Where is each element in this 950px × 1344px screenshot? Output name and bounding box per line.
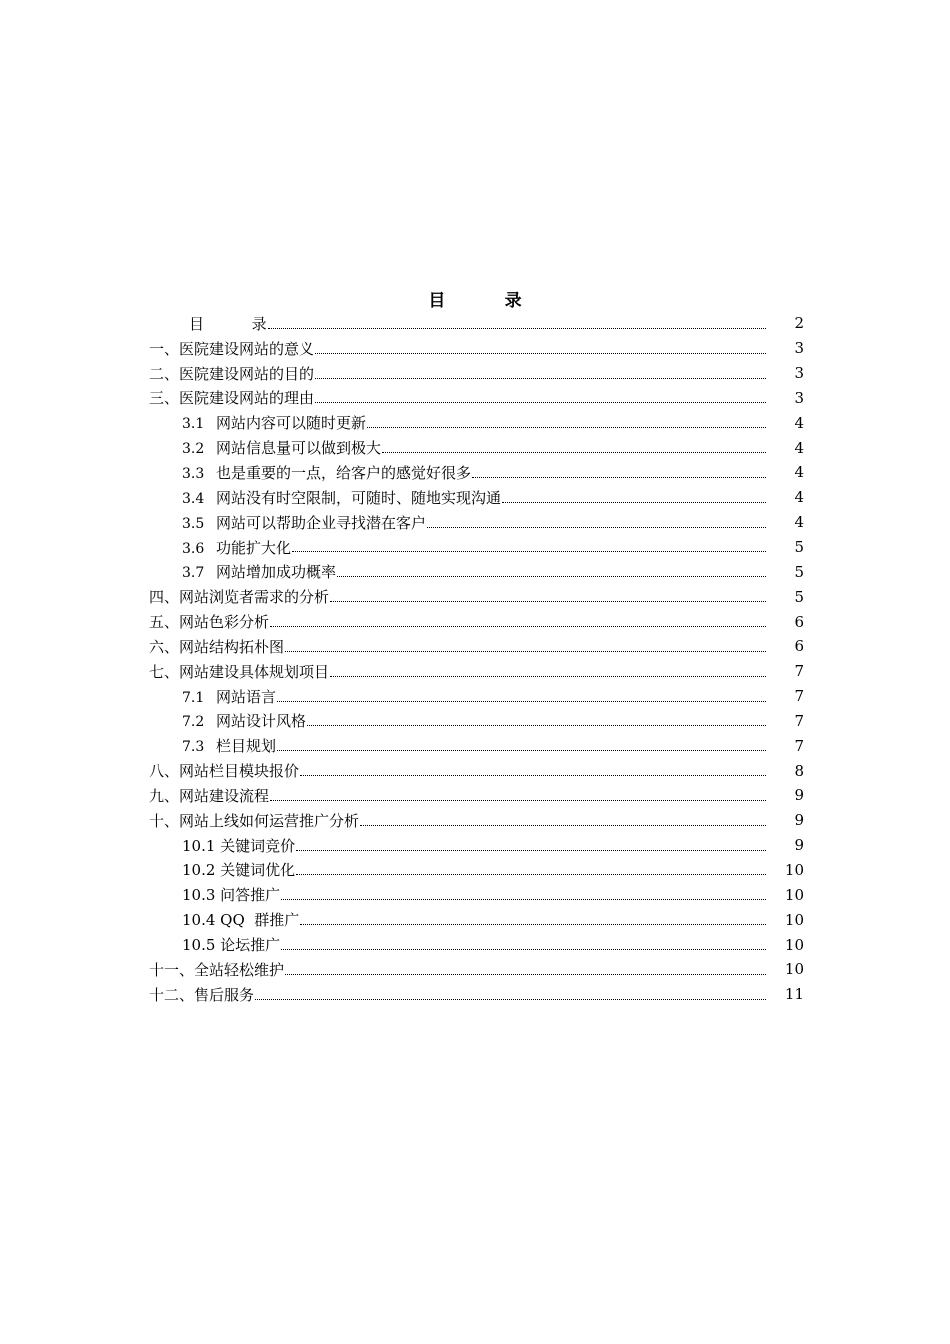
dot-leader xyxy=(307,724,766,726)
toc-entry[interactable] xyxy=(149,460,804,485)
toc-entry-label xyxy=(182,884,280,905)
toc-entry-label xyxy=(182,909,299,930)
dot-leader xyxy=(270,799,766,801)
dot-leader xyxy=(296,873,766,875)
dot-leader xyxy=(300,923,766,925)
toc-entry-page-number: 10 xyxy=(784,935,804,954)
toc-entry-label xyxy=(149,636,284,657)
toc-entry-number: 3.4 xyxy=(182,490,205,507)
toc-entry-text: 十、网站上线如何运营推广分析 xyxy=(149,811,360,830)
toc-list xyxy=(149,311,804,1007)
toc-entry-page-number: 6 xyxy=(794,637,804,656)
toc-entry-page-number: 4 xyxy=(794,413,804,432)
toc-entry-label xyxy=(182,686,276,707)
toc-entry-text: 八、网站栏目模块报价 xyxy=(149,762,300,781)
dot-leader xyxy=(285,650,766,652)
toc-entry-label xyxy=(149,984,254,1005)
dot-leader xyxy=(472,476,766,478)
toc-entry-page-number: 7 xyxy=(794,711,804,730)
toc-entry-label xyxy=(149,363,314,384)
dot-leader xyxy=(285,973,766,975)
dot-leader xyxy=(268,327,766,329)
toc-entry-text: 也是重要的一点，给客户的感觉好很多 xyxy=(216,463,472,482)
toc-entry-label xyxy=(149,387,314,408)
dot-leader xyxy=(330,675,766,677)
toc-entry-text: 网站信息量可以做到极大 xyxy=(216,439,382,458)
toc-entry[interactable] xyxy=(149,882,804,907)
toc-entry-page-number: 3 xyxy=(794,388,804,407)
toc-entry-page-number: 10 xyxy=(784,860,804,879)
toc-entry-label xyxy=(182,934,280,955)
toc-entry-label xyxy=(149,959,284,980)
toc-entry-label xyxy=(182,412,366,433)
toc-entry-page-number: 10 xyxy=(784,910,804,929)
toc-entry-text: 九、网站建设流程 xyxy=(149,786,270,805)
dot-leader xyxy=(330,600,766,602)
toc-entry-text: 四、网站浏览者需求的分析 xyxy=(149,588,330,607)
toc-entry-label xyxy=(182,462,471,483)
toc-entry-number: 3.6 xyxy=(182,540,205,557)
toc-entry[interactable] xyxy=(149,386,804,411)
toc-entry-label xyxy=(149,586,329,607)
toc-title: 目 录 xyxy=(428,291,522,311)
dot-leader xyxy=(315,401,766,403)
toc-entry-text: 十一、全站轻松维护 xyxy=(149,960,285,979)
toc-entry-label xyxy=(149,661,329,682)
toc-entry-label xyxy=(189,313,267,334)
toc-entry[interactable] xyxy=(149,907,804,932)
toc-entry-label xyxy=(182,859,295,880)
toc-entry-number: 7.2 xyxy=(182,714,205,731)
dot-leader xyxy=(382,451,766,453)
toc-entry-text: 网站没有时空限制，可随时、随地实现沟通 xyxy=(216,488,502,507)
toc-entry[interactable] xyxy=(149,932,804,957)
toc-entry[interactable] xyxy=(149,833,804,858)
toc-entry-page-number: 7 xyxy=(794,736,804,755)
toc-entry-page-number: 8 xyxy=(794,761,804,780)
toc-entry-text: 目 录 xyxy=(189,314,267,333)
toc-entry-text: 三、医院建设网站的理由 xyxy=(149,389,315,408)
toc-entry[interactable] xyxy=(149,684,804,709)
toc-entry-label xyxy=(182,735,276,756)
toc-entry-number: 3.5 xyxy=(182,515,205,532)
toc-entry-page-number: 9 xyxy=(794,836,804,855)
toc-entry-page-number: 3 xyxy=(794,339,804,358)
toc-entry[interactable] xyxy=(149,361,804,386)
toc-entry[interactable] xyxy=(149,410,804,435)
toc-entry-label xyxy=(182,710,306,731)
toc-entry-page-number: 9 xyxy=(794,786,804,805)
toc-entry-label xyxy=(182,437,381,458)
toc-entry-page-number: 4 xyxy=(794,513,804,532)
toc-entry-page-number: 4 xyxy=(794,488,804,507)
toc-entry-page-number: 10 xyxy=(784,885,804,904)
toc-entry[interactable] xyxy=(149,559,804,584)
toc-entry-label xyxy=(182,487,501,508)
dot-leader xyxy=(315,377,766,379)
dot-leader xyxy=(277,700,766,702)
dot-leader xyxy=(337,575,766,577)
toc-entry[interactable] xyxy=(149,609,804,634)
toc-entry-text: 10.3 问答推广 xyxy=(182,886,281,905)
toc-entry-page-number: 2 xyxy=(794,314,804,333)
toc-entry-text: 七、网站建设具体规划项目 xyxy=(149,662,330,681)
toc-entry[interactable] xyxy=(149,584,804,609)
toc-entry-number: 3.7 xyxy=(182,565,205,582)
toc-entry-label xyxy=(149,810,359,831)
toc-entry-text: 10.4 QQ 群推广 xyxy=(182,911,300,930)
toc-entry[interactable] xyxy=(149,783,804,808)
toc-entry[interactable] xyxy=(149,336,804,361)
dot-leader xyxy=(255,998,766,1000)
toc-entry-page-number: 4 xyxy=(794,438,804,457)
toc-entry-page-number: 9 xyxy=(794,811,804,830)
toc-entry-text: 10.5 论坛推广 xyxy=(182,936,281,955)
toc-entry-label xyxy=(182,537,291,558)
dot-leader xyxy=(315,352,766,354)
toc-entry-label xyxy=(182,512,426,533)
toc-entry-page-number: 5 xyxy=(794,538,804,557)
toc-entry-number: 7.3 xyxy=(182,739,205,756)
toc-entry-text: 网站可以帮助企业寻找潜在客户 xyxy=(216,513,427,532)
toc-entry-text: 二、医院建设网站的目的 xyxy=(149,364,315,383)
toc-entry-page-number: 4 xyxy=(794,463,804,482)
toc-entry-page-number: 7 xyxy=(794,662,804,681)
toc-entry-number: 3.3 xyxy=(182,465,205,482)
toc-entry-page-number: 11 xyxy=(784,985,804,1004)
toc-entry-page-number: 10 xyxy=(784,960,804,979)
toc-entry-page-number: 7 xyxy=(794,687,804,706)
toc-entry[interactable] xyxy=(149,858,804,883)
dot-leader xyxy=(281,898,766,900)
toc-entry-text: 网站设计风格 xyxy=(216,712,307,731)
toc-entry[interactable] xyxy=(149,485,804,510)
dot-leader xyxy=(292,550,766,552)
toc-entry-text: 网站增加成功概率 xyxy=(216,563,337,582)
toc-entry[interactable] xyxy=(149,634,804,659)
dot-leader xyxy=(427,526,766,528)
toc-entry-text: 一、医院建设网站的意义 xyxy=(149,339,315,358)
toc-entry-text: 网站语言 xyxy=(216,687,277,706)
toc-entry-number: 7.1 xyxy=(182,689,205,706)
toc-entry-page-number: 5 xyxy=(794,562,804,581)
toc-entry[interactable] xyxy=(149,957,804,982)
toc-entry[interactable] xyxy=(149,435,804,460)
toc-entry[interactable] xyxy=(149,733,804,758)
toc-entry-page-number: 3 xyxy=(794,364,804,383)
toc-entry-label xyxy=(149,785,269,806)
toc-entry[interactable] xyxy=(149,311,804,336)
toc-entry[interactable] xyxy=(149,808,804,833)
dot-leader xyxy=(270,625,766,627)
dot-leader xyxy=(300,774,766,776)
toc-entry-number: 3.2 xyxy=(182,441,205,458)
dot-leader xyxy=(281,948,766,950)
toc-entry-text: 十二、售后服务 xyxy=(149,985,255,1004)
dot-leader xyxy=(277,749,766,751)
toc-entry-text: 栏目规划 xyxy=(216,737,277,756)
toc-entry[interactable] xyxy=(149,709,804,734)
toc-entry-number: 3.1 xyxy=(182,416,205,433)
toc-entry-text: 功能扩大化 xyxy=(216,538,292,557)
dot-leader xyxy=(296,849,766,851)
toc-entry[interactable] xyxy=(149,758,804,783)
dot-leader xyxy=(367,426,766,428)
toc-entry-text: 10.2 关键词优化 xyxy=(182,861,296,880)
toc-entry-text: 六、网站结构拓朴图 xyxy=(149,637,285,656)
toc-entry-label xyxy=(149,611,269,632)
toc-entry-page-number: 5 xyxy=(794,587,804,606)
toc-entry[interactable] xyxy=(149,535,804,560)
toc-entry-page-number: 6 xyxy=(794,612,804,631)
toc-entry-label xyxy=(182,561,336,582)
toc-entry-label xyxy=(149,338,314,359)
toc-entry-text: 网站内容可以随时更新 xyxy=(216,414,367,433)
toc-entry-label xyxy=(149,760,299,781)
toc-entry[interactable] xyxy=(149,659,804,684)
dot-leader xyxy=(360,824,766,826)
toc-entry[interactable] xyxy=(149,982,804,1007)
toc-entry[interactable] xyxy=(149,510,804,535)
dot-leader xyxy=(502,501,766,503)
toc-entry-text: 10.1 关键词竞价 xyxy=(182,836,296,855)
toc-entry-text: 五、网站色彩分析 xyxy=(149,613,270,632)
toc-entry-label xyxy=(182,835,295,856)
